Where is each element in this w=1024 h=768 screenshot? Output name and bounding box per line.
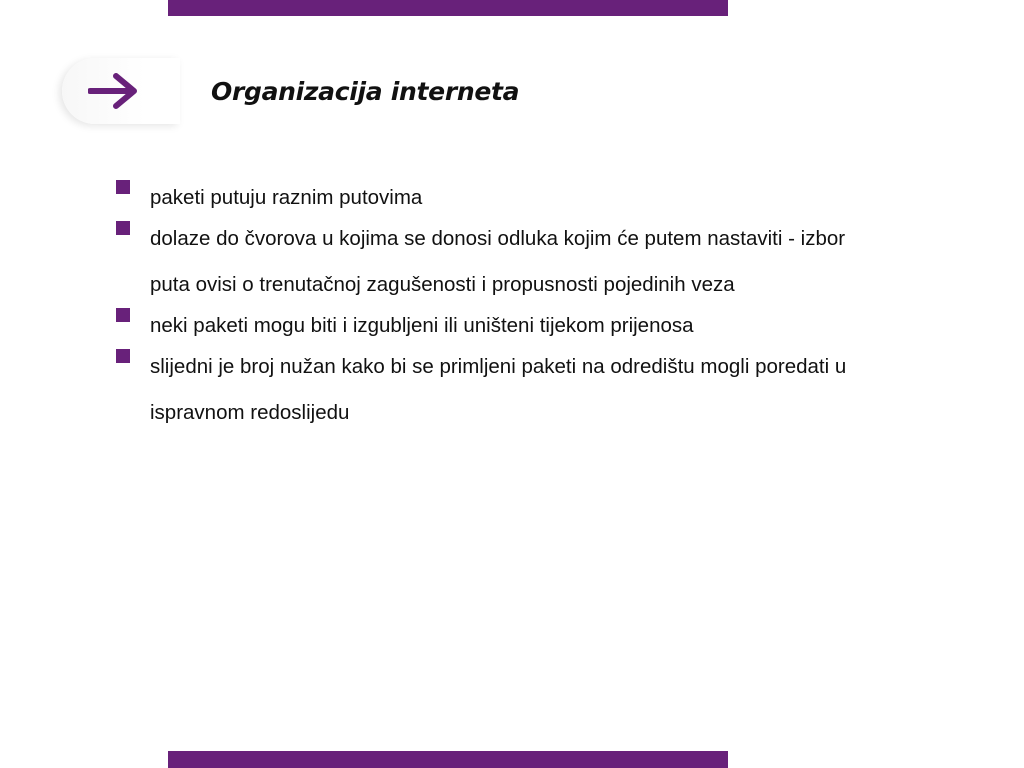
bottom-accent-bar: [168, 751, 728, 768]
bullet-text: paketi putuju raznim putovima: [150, 186, 423, 209]
arrow-right-icon: [88, 71, 140, 111]
square-bullet-icon: [116, 221, 130, 235]
bullet-text: neki paketi mogu biti i izgubljeni ili uništeni tijekom prijenosa: [150, 314, 694, 337]
bullet-list: [116, 186, 876, 442]
page-title: Organizacija interneta: [211, 77, 520, 106]
list-item: [116, 216, 876, 308]
square-bullet-icon: [116, 308, 130, 322]
list-item: [116, 344, 876, 436]
list-item: [116, 303, 876, 349]
square-bullet-icon: [116, 349, 130, 363]
square-bullet-icon: [116, 180, 130, 194]
top-accent-bar: [168, 0, 728, 16]
arrow-badge: [62, 58, 180, 124]
bullet-text: slijedni je broj nužan kako bi se primljeni paketi na odredištu mogli poredati u ispravnom redoslijedu: [150, 355, 847, 424]
bullet-text: dolaze do čvorova u kojima se donosi odluka kojim će putem nastaviti - izbor puta ovisi o trenutačnoj zagušenosti i propusnosti pojedinih veza: [150, 227, 846, 296]
list-item: [116, 175, 876, 221]
